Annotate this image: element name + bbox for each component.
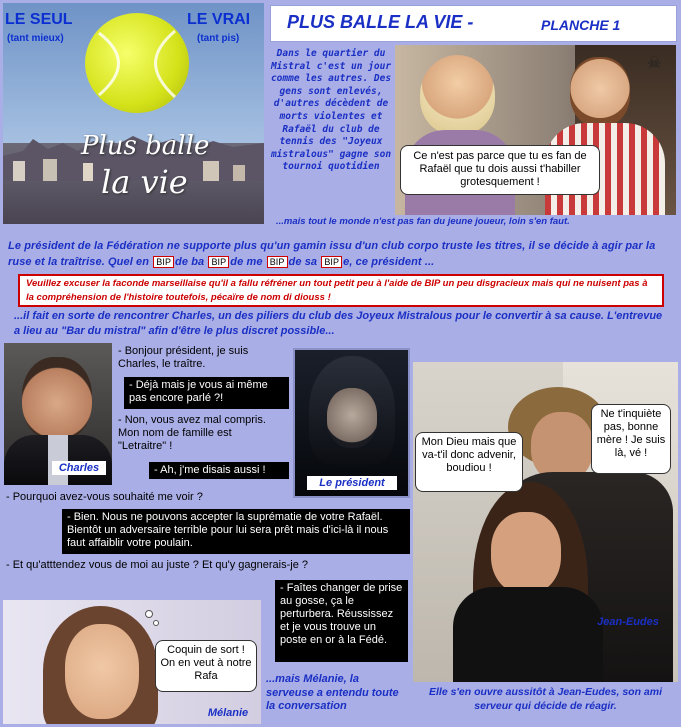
cover-left-title: LE SEUL xyxy=(5,11,73,28)
cover-right-sub: (tant pis) xyxy=(197,33,240,44)
narration-w1: de ba xyxy=(175,256,205,268)
melanie-note: ...mais Mélanie, la serveuse a entendu toute la conversation xyxy=(266,673,399,712)
charles-shirt xyxy=(48,435,68,485)
dialogue-8: - Faîtes changer de prise au gosse, ça le perturbera. Réussissez et je vous trouve un poste en or à la Fédé. xyxy=(275,580,408,662)
charles-photo xyxy=(4,343,112,485)
melanie-face xyxy=(65,624,139,719)
mon-dieu-bubble: Mon Dieu mais que va-t'il donc advenir, boudiou ! xyxy=(415,432,523,492)
dialogue-7: - Et qu'atttendez vous de moi au juste ? Et qu'y gagnerais-je ? xyxy=(6,559,308,571)
bip-3: BIP xyxy=(267,256,288,268)
thought-dot-1 xyxy=(145,610,153,618)
dialogue-6: - Bien. Nous ne pouvons accepter la suprématie de votre Rafaël. Bientôt un adversaire terrible pour lui sera prêt mais d'ici-là il nous faut affaiblir votre poulain. xyxy=(62,509,410,554)
president-photo xyxy=(293,348,410,498)
final-caption: Elle s'en ouvre aussitôt à Jean-Eudes, son ami serveur qui décide de réagir. xyxy=(429,686,662,712)
cover-right-title: LE VRAI xyxy=(187,11,251,28)
coquin-bubble: Coquin de sort ! On en veut à notre Rafa xyxy=(155,640,257,692)
narration-line1 xyxy=(8,238,675,270)
president-face xyxy=(327,388,377,448)
dialogue-4: - Ah, j'me disais aussi ! xyxy=(149,462,289,479)
president-label: Le président xyxy=(307,476,397,490)
narration-w2: de me xyxy=(230,256,263,268)
hug-photo xyxy=(413,362,678,682)
cover-panel xyxy=(3,3,264,224)
melanie-label: Mélanie xyxy=(207,707,249,719)
intro-photo xyxy=(395,45,676,215)
cover-logo-line1: Plus balle xyxy=(81,131,210,161)
narration-w3: de sa xyxy=(288,256,318,268)
planche-label: PLANCHE 1 xyxy=(541,17,621,33)
cover-left-sub: (tant mieux) xyxy=(7,33,64,44)
cover-logo-line2: la vie xyxy=(101,163,188,201)
melanie-photo xyxy=(3,600,261,724)
dialogue-5: - Pourquoi avez-vous souhaité me voir ? xyxy=(6,491,203,503)
intro-bubble: Ce n'est pas parce que tu es fan de Rafaël que tu dois aussi t'habiller grotesquement ! xyxy=(400,145,600,195)
woman-figure xyxy=(420,55,495,135)
bip-2: BIP xyxy=(208,256,229,268)
jean-eudes-label: Jean-Eudes xyxy=(597,616,659,628)
bip-4: BIP xyxy=(321,256,342,268)
page-title: PLUS BALLE LA VIE - xyxy=(287,12,474,32)
dialogue-3: - Non, vous avez mal compris. Mon nom de famille est "Letraitre" ! xyxy=(118,414,266,452)
woman-top xyxy=(453,587,603,682)
tennis-ball-seam-icon xyxy=(85,13,189,113)
dialogue-2: - Déjà mais je vous ai même pas encore parlé ?! xyxy=(124,377,289,409)
intro-text: Dans le quartier du Mistral c'est un jour comme les autres. Des gens sont enlevés, d'autres décèdent de morts violentes et Rafaël du club de tennis des "Joyeux mistralous" gagne son tournoi quotidien xyxy=(270,48,392,173)
narration-w4: e, ce président ... xyxy=(343,256,435,268)
charles-face xyxy=(22,357,92,441)
excuse-box: Veuillez excuser la faconde marseillaise qu'il a fallu réfréner un tout petit peu à l'aide de BIP un peu disgracieux mais qui ne nuisent pas à la compréhension de l'histoire toutefois, pécaïre de nom di diouss ! xyxy=(18,274,664,307)
skull-icon: ☠ xyxy=(647,55,662,72)
intro-footer: ...mais tout le monde n'est pas fan du jeune joueur, loin s'en faut. xyxy=(276,216,570,227)
bip-1: BIP xyxy=(153,256,174,268)
charles-label: Charles xyxy=(52,461,106,475)
ne-tinquiete-bubble: Ne t'inquiète pas, bonne mère ! Je suis là, vé ! xyxy=(591,404,671,474)
boy-figure xyxy=(570,57,630,127)
woman-face xyxy=(491,512,561,594)
thought-dot-2 xyxy=(153,620,159,626)
dialogue-1: - Bonjour président, je suis Charles, le traître. xyxy=(118,345,249,370)
header-bar xyxy=(270,5,677,42)
narration-line2: ...il fait en sorte de rencontrer Charles, un des piliers du club des Joyeux Mistralous pour le convertir à sa cause. L'entrevue a lieu au "Bar du mistral" afin d'être le plus discret possible... xyxy=(14,310,663,337)
narration-text-1: Le président de la Fédération ne supporte plus qu'un gamin issu d'un club corpo truste les titres, il se décide à agir par la ruse et la traîtrise. Quel en xyxy=(8,240,656,268)
